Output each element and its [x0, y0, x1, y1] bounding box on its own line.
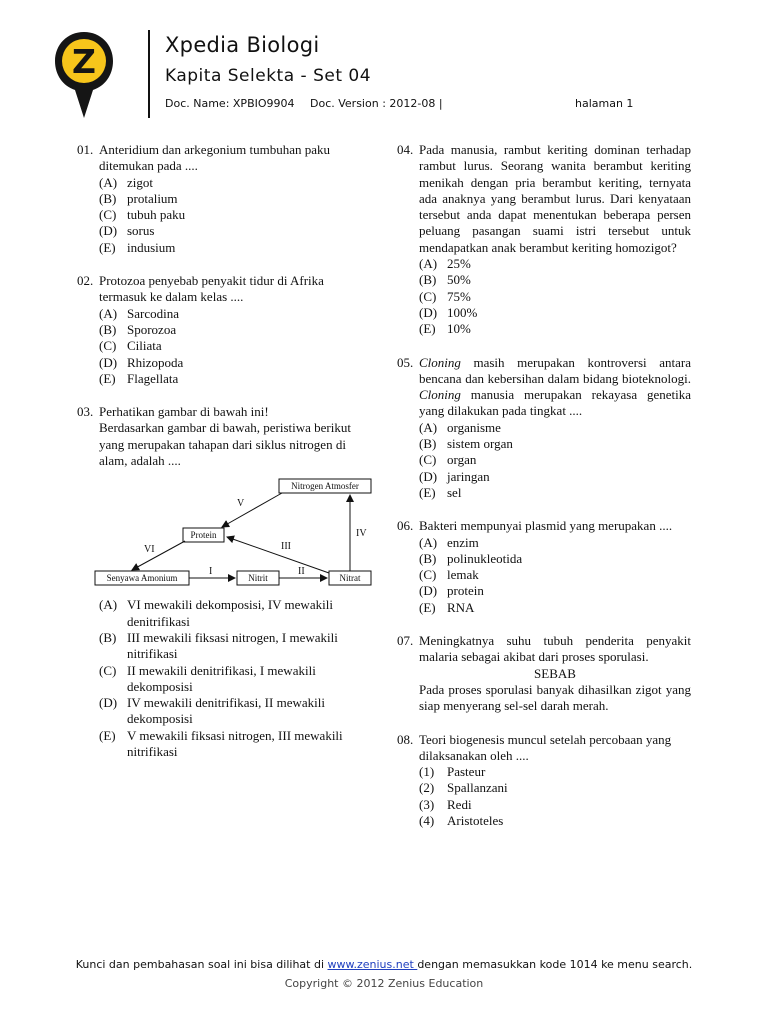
option-label: (D)	[99, 354, 118, 370]
option-text: 50%	[447, 272, 471, 288]
label-v: V	[237, 498, 245, 510]
options-q1	[99, 175, 373, 256]
question-text: Berdasarkan gambar di bawah, peristiwa berikut yang merupakan tahapan dari siklus nitrogen di alam, adalah ....	[99, 420, 351, 469]
option-text: III mewakili fiksasi nitrogen, I mewakili nitrifikasi	[127, 629, 338, 662]
option-c[interactable]	[419, 452, 691, 468]
question-number: 08.	[397, 731, 414, 747]
question-text: Teori biogenesis muncul setelah percobaan yang dilaksanakan oleh ....	[419, 731, 672, 763]
question-number: 05.	[397, 354, 414, 370]
label-nitrit: Nitrit	[248, 573, 268, 584]
question-intro: Perhatikan gambar di bawah ini!	[99, 404, 269, 420]
label-iii: III	[281, 541, 291, 553]
question-3	[77, 404, 373, 469]
question-number: 03.	[77, 404, 94, 420]
nitrogen-cycle-diagram	[72, 475, 372, 593]
option-label: (E)	[99, 370, 116, 386]
options-q3	[99, 597, 373, 760]
question-number: 06.	[397, 518, 414, 534]
option-label: (B)	[419, 436, 437, 452]
option-label: (C)	[99, 338, 117, 354]
header-divider	[148, 30, 150, 118]
question-7	[397, 633, 691, 714]
option-text: Rhizopoda	[127, 354, 184, 370]
document-title: Xpedia Biologi	[165, 33, 320, 57]
option-text: organ	[447, 452, 477, 468]
options-q6	[419, 535, 691, 616]
option-label: (E)	[419, 599, 436, 615]
option-text: protein	[447, 583, 484, 599]
footer-text: Kunci dan pembahasan soal ini bisa dilihat di	[75, 958, 328, 971]
option-label: (C)	[419, 452, 437, 468]
option-label: (C)	[419, 288, 437, 304]
option-label: (A)	[99, 597, 118, 613]
option-e[interactable]	[99, 240, 373, 256]
option-label: (C)	[419, 567, 437, 583]
option-label: (C)	[99, 662, 117, 678]
question-number: 04.	[397, 142, 414, 157]
reason-text: Pada proses sporulasi banyak dihasilkan zigot yang siap menyerang sel-sel darah merah.	[419, 681, 691, 714]
label-nitrogen-atmosfer: Nitrogen Atmosfer	[291, 481, 359, 492]
option-text: organisme	[447, 419, 501, 435]
option-label: (A)	[419, 419, 438, 435]
option-label: (A)	[419, 534, 438, 550]
option-text: IV mewakili denitrifikasi, II mewakili dekomposisi	[127, 695, 325, 727]
option-b[interactable]	[99, 191, 373, 207]
option-text: VI mewakili dekomposisi, IV mewakili denitrifikasi	[127, 597, 333, 629]
option-b[interactable]	[99, 322, 373, 338]
option-text: Sporozoa	[127, 321, 177, 337]
zenius-logo	[53, 30, 115, 120]
copyright: Copyright © 2012 Zenius Education	[284, 977, 484, 990]
option-label: (E)	[419, 484, 436, 500]
option-d[interactable]	[99, 695, 373, 728]
option-label: (B)	[99, 190, 117, 206]
question-number: 02.	[77, 273, 94, 289]
option-label: (B)	[99, 321, 117, 337]
option-label: (3)	[419, 796, 435, 812]
question-text-part: masih merupakan kontroversi antara bencana dan kebersihan dalam bidang bioteknologi.	[419, 354, 691, 386]
option-text: lemak	[447, 567, 479, 583]
option-text: 25%	[447, 256, 471, 272]
question-text: Protozoa penyebab penyakit tidur di Afrika termasuk ke dalam kelas ....	[99, 273, 324, 305]
question-1	[77, 142, 373, 175]
option-a[interactable]	[419, 535, 691, 551]
sebab-label: SEBAB	[534, 665, 576, 681]
option-label: (E)	[419, 321, 436, 337]
question-text-part: manusia merupakan rekayasa genetika yang dilakukan pada tingkat ....	[419, 387, 691, 419]
option-a[interactable]	[419, 420, 691, 436]
question-text: Meningkatnya suhu tubuh penderita penyakit malaria sebagai akibat dari proses sporulasi.	[419, 633, 691, 665]
option-text: Redi	[447, 796, 472, 812]
question-text: Anteridium dan arkegonium tumbuhan paku ditemukan pada ....	[99, 142, 331, 174]
question-8	[397, 732, 691, 765]
question-4	[397, 142, 691, 256]
question-number: 07.	[397, 633, 414, 649]
options-q5	[419, 420, 691, 501]
question-5	[397, 355, 691, 420]
option-text: enzim	[447, 534, 479, 550]
option-text: sistem organ	[447, 436, 513, 452]
option-text: 75%	[447, 288, 471, 304]
option-text: indusium	[127, 239, 176, 255]
option-c[interactable]	[99, 663, 373, 696]
question-6	[397, 518, 691, 534]
option-e[interactable]	[419, 485, 691, 501]
option-text: Flagellata	[127, 370, 179, 386]
question-text: Bakteri mempunyai plasmid yang merupakan ....	[419, 518, 673, 534]
option-text: Sarcodina	[127, 305, 179, 321]
option-b[interactable]	[419, 551, 691, 567]
option-text: zigot	[127, 174, 153, 190]
option-text: Spallanzani	[447, 780, 508, 796]
option-label: (D)	[99, 695, 118, 711]
option-label: (E)	[99, 727, 116, 743]
label-ii: II	[298, 566, 305, 578]
option-label: (C)	[99, 207, 117, 223]
page-number: halaman 1	[575, 97, 634, 110]
option-text: Aristoteles	[447, 812, 504, 828]
option-e[interactable]	[99, 371, 373, 387]
left-column	[77, 142, 373, 760]
arrow-iii	[227, 537, 329, 573]
doc-name: Doc. Name: XPBIO9904	[165, 97, 295, 110]
option-text: jaringan	[447, 468, 490, 484]
option-text: tubuh paku	[127, 207, 186, 223]
footer-text: dengan memasukkan kode 1014 ke menu search.	[417, 958, 693, 971]
label-vi: VI	[144, 544, 155, 556]
option-label: (1)	[419, 764, 435, 780]
option-e[interactable]	[419, 600, 691, 616]
option-label: (A)	[99, 174, 118, 190]
option-1[interactable]	[419, 764, 691, 780]
option-c[interactable]	[419, 289, 691, 305]
option-b[interactable]	[419, 272, 691, 288]
option-text: polinukleotida	[447, 550, 523, 566]
option-c[interactable]	[99, 338, 373, 354]
option-text: Pasteur	[447, 764, 486, 780]
option-text: sorus	[127, 223, 155, 239]
option-d[interactable]	[419, 305, 691, 321]
logo-letter: Z	[72, 42, 96, 81]
option-label: (A)	[419, 256, 438, 272]
option-d[interactable]	[419, 469, 691, 485]
option-label: (E)	[99, 239, 116, 255]
option-e[interactable]	[99, 728, 373, 761]
option-label: (2)	[419, 780, 435, 796]
doc-meta	[165, 97, 633, 110]
question-number: 01.	[77, 142, 94, 157]
option-d[interactable]	[419, 583, 691, 599]
arrow-v	[222, 493, 282, 527]
option-label: (B)	[99, 629, 117, 645]
doc-version: Doc. Version : 2012-08 |	[310, 97, 443, 110]
option-a[interactable]	[99, 597, 373, 630]
option-a[interactable]	[99, 175, 373, 191]
option-label: (D)	[419, 304, 438, 320]
option-b[interactable]	[419, 436, 691, 452]
option-3[interactable]	[419, 797, 691, 813]
label-nitrat: Nitrat	[339, 573, 361, 584]
question-text	[419, 355, 691, 420]
option-text: 10%	[447, 321, 471, 337]
option-label: (D)	[419, 468, 438, 484]
options-q2	[99, 306, 373, 387]
option-d[interactable]	[99, 355, 373, 371]
label-protein: Protein	[190, 530, 217, 541]
cloning-term: Cloning	[419, 387, 461, 403]
option-e[interactable]	[419, 321, 691, 337]
option-label: (D)	[99, 223, 118, 239]
option-label: (B)	[419, 272, 437, 288]
option-c[interactable]	[99, 207, 373, 223]
label-i: I	[209, 566, 213, 578]
document-subtitle: Kapita Selekta - Set 04	[165, 66, 372, 86]
question-2	[77, 273, 373, 306]
option-d[interactable]	[99, 223, 373, 239]
cloning-term: Cloning	[419, 354, 461, 370]
right-column	[397, 142, 691, 829]
options-q4	[419, 256, 691, 337]
option-label: (D)	[419, 583, 438, 599]
option-b[interactable]	[99, 630, 373, 663]
question-text: Pada manusia, rambut keriting dominan terhadap rambut lurus. Seorang wanita berambut keriting menikah dengan pria berambut keriting, ternyata ada anaknya yang berambut lurus. Dari kenyataan tersebut anda dapat menentukan beberapa persen peluang pasangan suami istri tersebut untuk mendapatkan anak berambut keriting homozigot?	[419, 142, 691, 255]
option-text: sel	[447, 484, 462, 500]
option-4[interactable]	[419, 813, 691, 829]
option-label: (4)	[419, 812, 435, 828]
option-text: II mewakili denitrifikasi, I mewakili dekomposisi	[127, 662, 316, 694]
option-label: (B)	[419, 550, 437, 566]
option-text: Ciliata	[127, 338, 162, 354]
option-a[interactable]	[99, 306, 373, 322]
label-senyawa-amonium: Senyawa Amonium	[106, 573, 178, 584]
zenius-link[interactable]: www.zenius.net	[327, 958, 418, 971]
option-a[interactable]	[419, 256, 691, 272]
option-label: (A)	[99, 305, 118, 321]
option-text: 100%	[447, 304, 478, 320]
option-text: V mewakili fiksasi nitrogen, III mewakili nitrifikasi	[127, 727, 343, 760]
option-text: RNA	[447, 599, 475, 615]
options-q8	[419, 764, 691, 829]
label-iv: IV	[356, 528, 367, 540]
arrow-vi	[132, 541, 185, 570]
option-c[interactable]	[419, 567, 691, 583]
option-text: protalium	[127, 190, 178, 206]
option-2[interactable]	[419, 780, 691, 796]
footer-note	[0, 958, 768, 971]
